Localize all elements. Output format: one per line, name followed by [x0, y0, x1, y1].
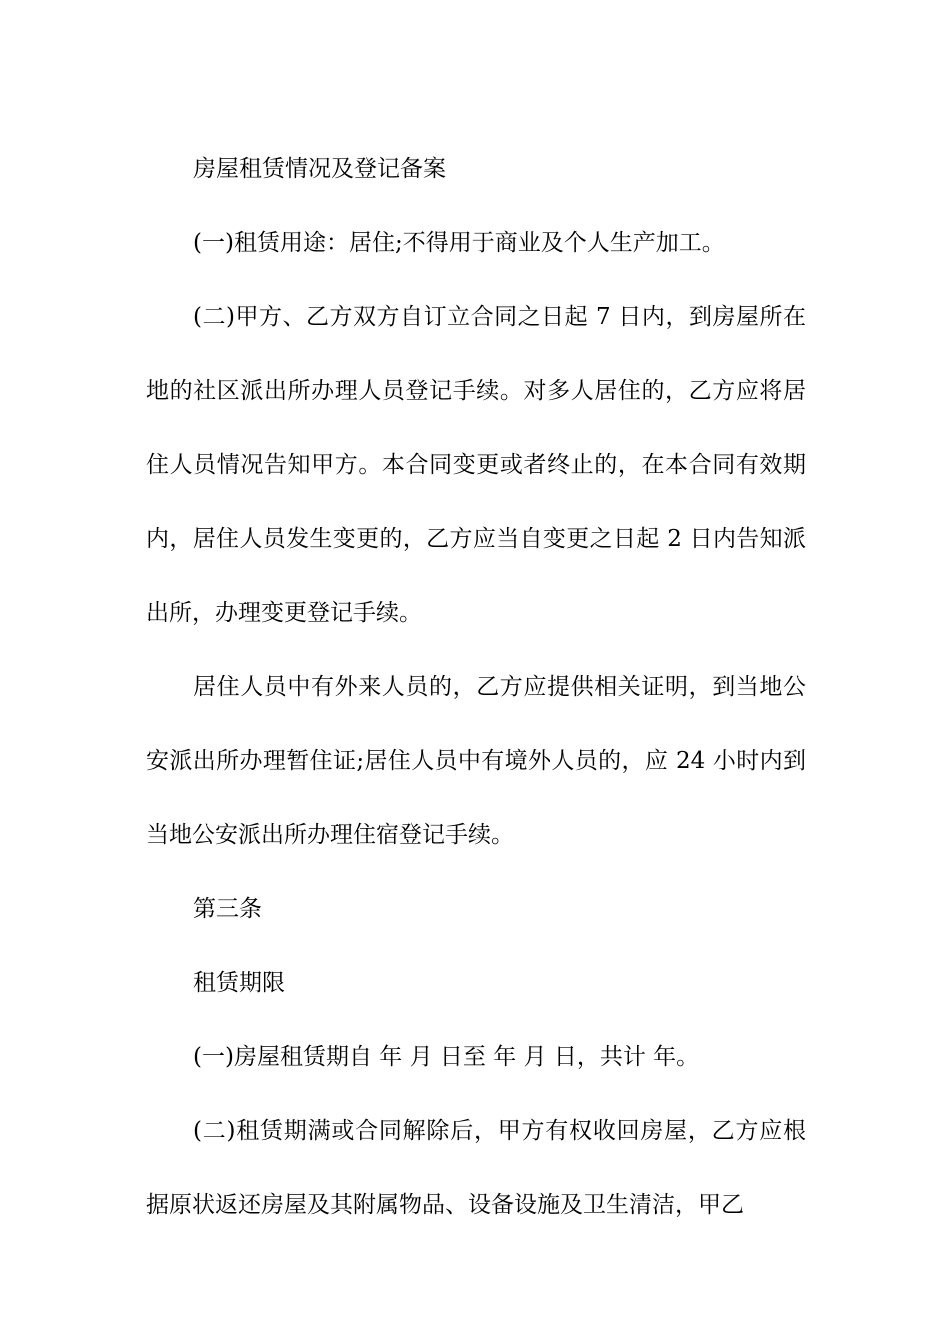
- article-three-heading: 第三条: [193, 896, 262, 922]
- paragraph-lease-period: (一)房屋租赁期自 年 月 日至 年 月 日，共计 年。: [193, 1044, 700, 1070]
- paragraph-outside-residents: 居住人员中有外来人员的，乙方应提供相关证明，到当地公安派出所办理暂住证;居住人员中有境外人员的，应 24 小时内到当地公安派出所办理住宿登记手续。: [146, 674, 806, 848]
- paragraph-lease-expiry: (二)租赁期满或合同解除后，甲方有权收回房屋，乙方应根据原状返还房屋及其附属物品、设备设施及卫生清洁，甲乙: [146, 1118, 806, 1218]
- document-body: [146, 132, 806, 1242]
- paragraph-lease-purpose: (一)租赁用途：居住;不得用于商业及个人生产加工。: [193, 230, 725, 256]
- section-lease-term-heading: 租赁期限: [193, 970, 285, 996]
- paragraph-registration-procedure: (二)甲方、乙方双方自订立合同之日起 7 日内，到房屋所在地的社区派出所办理人员登记手续。对多人居住的，乙方应将居住人员情况告知甲方。本合同变更或者终止的，在本合同有效期内，居住人员发生变更的，乙方应当自变更之日起 2 日内告知派出所，办理变更登记手续。: [146, 304, 806, 626]
- paragraph-heading-registration: 房屋租赁情况及登记备案: [193, 156, 446, 182]
